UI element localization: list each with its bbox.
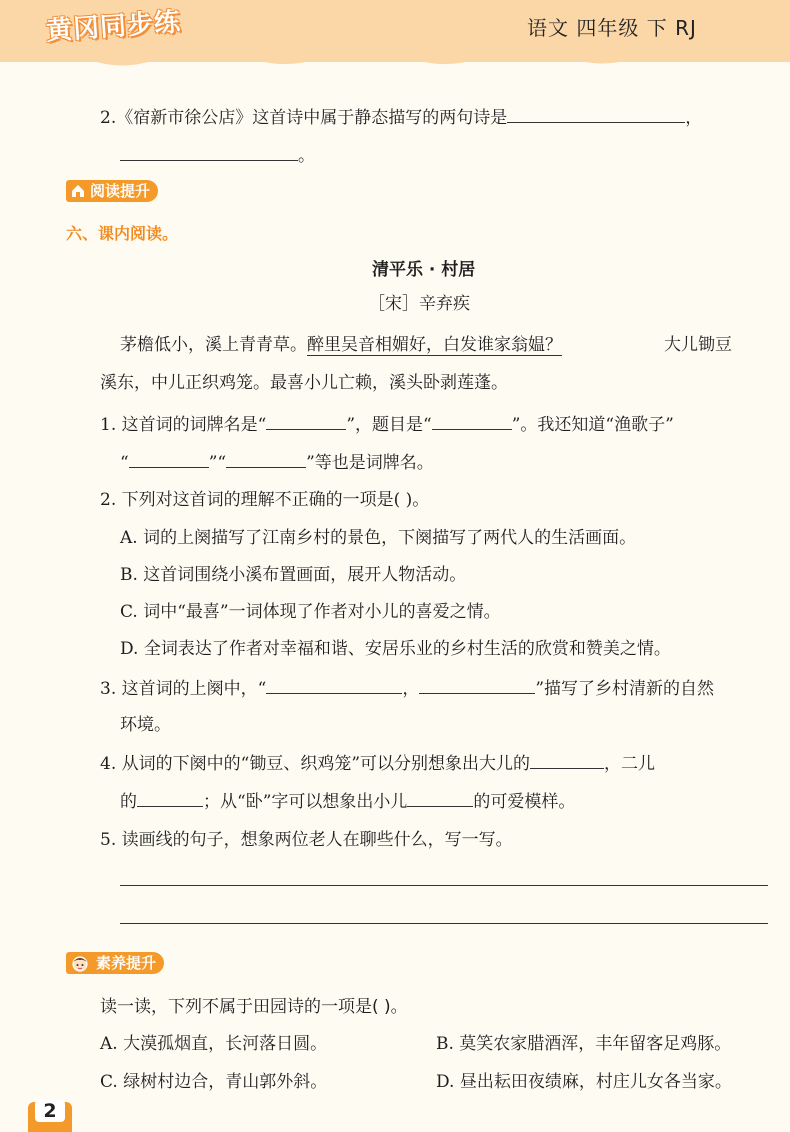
blank-cipai[interactable] <box>266 413 346 430</box>
poem-author: ［宋］辛弃疾 <box>368 294 470 314</box>
blank-q3-1[interactable] <box>266 677 402 694</box>
underlined-sentence: 醉里吴音相媚好，白发谁家翁媪？ <box>307 335 562 355</box>
blank-cipai-3[interactable] <box>226 451 306 468</box>
literacy-option-c[interactable]: C. 绿树村边合，青山郭外斜。 <box>100 1072 328 1092</box>
literacy-option-d[interactable]: D. 昼出耘田夜绩麻，村庄儿女各当家。 <box>436 1072 732 1092</box>
poem-line-2: 溪东，中儿正织鸡笼。最喜小儿亡赖，溪头卧剥莲蓬。 <box>100 373 508 393</box>
question-3-line2: 环境。 <box>120 715 171 735</box>
question-3: 3. 这首词的上阕中，“ ， ”描写了乡村清新的自然 <box>100 679 715 699</box>
question-5: 5. 读画线的句子，想象两位老人在聊些什么，写一写。 <box>100 830 513 850</box>
question-2: 2. 下列对这首词的理解不正确的一项是( )。 <box>100 490 430 510</box>
question-1: 1. 这首词的词牌名是“ ”，题目是“ ”。我还知道“渔歌子” <box>100 415 674 435</box>
part6-label: 六、课内阅读。 <box>66 224 179 243</box>
question-1-line2: “ ”“ ”等也是词牌名。 <box>120 453 434 473</box>
literacy-option-a[interactable]: A. 大漠孤烟直，长河落日圆。 <box>100 1034 328 1054</box>
static-poem-question: 2.《宿新市徐公店》这首诗中属于静态描写的两句诗是 ， <box>100 108 703 128</box>
blank-cipai-2[interactable] <box>129 451 209 468</box>
blank-q4-1[interactable] <box>530 752 604 769</box>
section-tag-literacy: 素养提升 <box>66 952 164 974</box>
child-avatar-icon <box>70 953 90 973</box>
writing-line-1[interactable] <box>120 885 768 886</box>
house-icon <box>71 184 85 198</box>
subject-grade-label: 语文 四年级 下 RJ <box>527 16 697 40</box>
poem-line-1-end: 大儿锄豆 <box>664 335 732 355</box>
question-2-option-b[interactable]: B. 这首词围绕小溪布置画面，展开人物活动。 <box>120 565 467 585</box>
answer-blank-2[interactable] <box>120 144 298 161</box>
literacy-option-b[interactable]: B. 莫笑农家腊酒浑，丰年留客足鸡豚。 <box>436 1034 732 1054</box>
blank-q4-2[interactable] <box>137 790 203 807</box>
poem-line-1: 茅檐低小，溪上青青草。醉里吴音相媚好，白发谁家翁媪？ <box>120 335 562 355</box>
question-2-option-a[interactable]: A. 词的上阕描写了江南乡村的景色，下阕描写了两代人的生活画面。 <box>120 528 637 548</box>
literacy-question: 读一读，下列不属于田园诗的一项是( )。 <box>100 997 408 1017</box>
question-2-option-c[interactable]: C. 词中“最喜”一词体现了作者对小儿的喜爱之情。 <box>120 602 501 622</box>
page-number: 2 <box>35 1100 65 1122</box>
blank-q4-3[interactable] <box>407 790 473 807</box>
static-poem-question-line2: 。 <box>120 144 315 167</box>
section-tag-reading: 阅读提升 <box>66 180 158 202</box>
question-4-line2: 的 ；从“卧”字可以想象出小儿 的可爱模样。 <box>120 792 576 812</box>
question-4: 4. 从词的下阕中的“锄豆、织鸡笼”可以分别想象出大儿的 ，二儿 <box>100 754 656 774</box>
question-2-option-d[interactable]: D. 全词表达了作者对幸福和谐、安居乐业的乡村生活的欣赏和赞美之情。 <box>120 639 671 659</box>
blank-title[interactable] <box>432 413 512 430</box>
answer-blank-1[interactable] <box>507 106 685 123</box>
poem-title: 清平乐 · 村居 <box>372 260 476 280</box>
blank-q3-2[interactable] <box>419 677 535 694</box>
writing-line-2[interactable] <box>120 923 768 924</box>
brand-logo: 黄冈同步练 <box>45 7 182 47</box>
